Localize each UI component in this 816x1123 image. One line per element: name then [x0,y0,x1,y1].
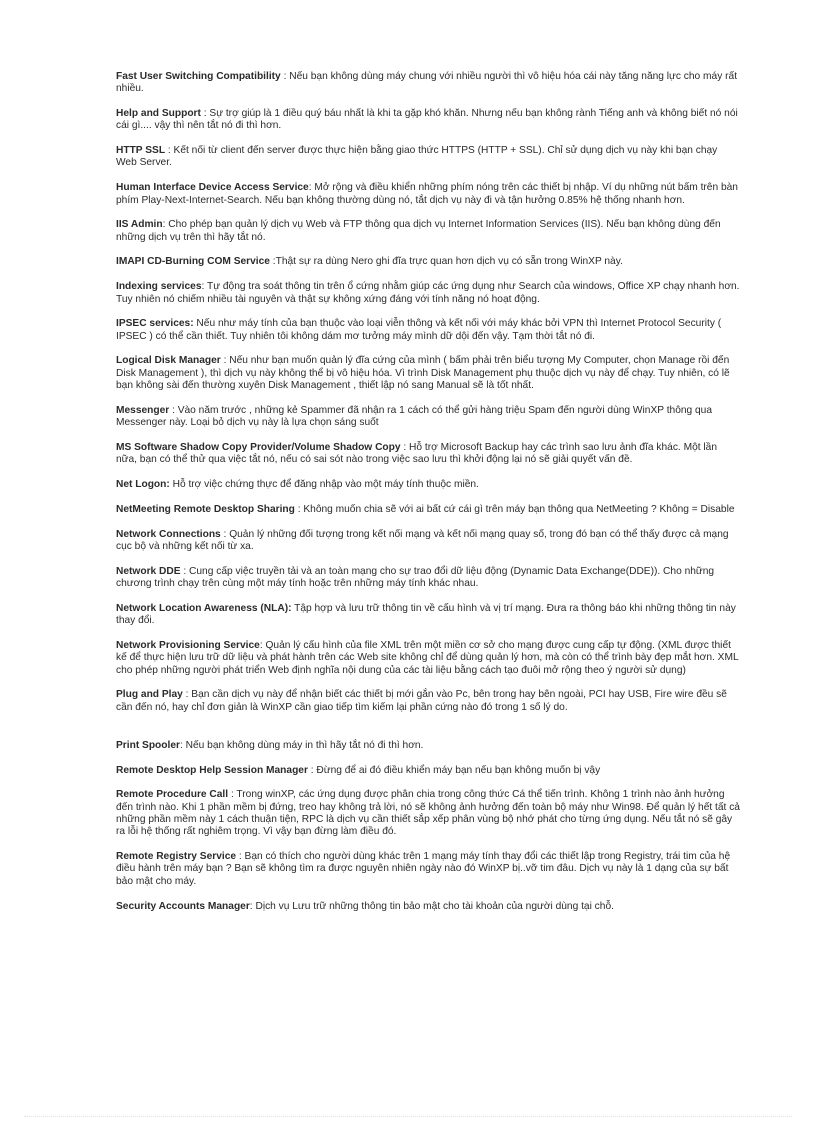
entry-desc: : Sự trợ giúp là 1 điều quý báu nhất là khi ta gặp khó khăn. Nhưng nếu bạn không rành Tiếng anh và không biết nó nói cái gì.... vậy thì nên tắt nó đi thì hơn. [116,108,738,132]
entry-desc: : Đừng để ai đó điều khiển máy bạn nếu bạn không muốn bị vậy [307,764,601,776]
entry-term: Net Logon: [116,479,170,491]
entry-ms-software-shadow-copy [116,442,740,467]
entry-term: MS Software Shadow Copy Provider/Volume Shadow Copy [116,441,401,453]
entry-term: IPSEC services: [116,318,194,330]
entry-term: Network Provisioning Service [116,639,260,651]
entry-term: IIS Admin [116,219,163,231]
entry-desc: : Vào năm trước , những kẻ Spammer đã nhận ra 1 cách có thể gửi hàng triệu Spam đến người dùng WinXP thông qua Messenger này. Loại bỏ dịch vụ này là lựa chọn sáng suốt [116,404,713,429]
entry-logical-disk-manager [116,355,740,392]
entry-netmeeting-remote-desktop [116,504,740,516]
entry-desc: : Cung cấp việc truyền tải và an toàn mạng cho sự trao đổi dữ liệu động (Dynamic Data Exchange(DDE)). Cho những chương trình chạy trên cùng một máy tính hoặc trên những máy tính khác nhau. [116,565,715,590]
entry-security-accounts-manager [116,901,740,913]
entry-desc: : Quản lý cấu hình của file XML trên một miền cơ sở cho mạng được cung cấp tự động. (XML được thiết kế để thực hiện lưu trữ dữ liệu và phát hành trên các Web site không chỉ để dùng quản lý hơn, mà còn có thể trình bày đẹp mắt hơn. XML cho phép những người phát triển Web định nghĩa nội dung của các tài liệu bằng cách tạo đuôi mở rộng theo ý người sử dụng) [116,639,739,676]
entry-network-connections [116,529,740,554]
entry-desc: : Dịch vụ Lưu trữ những thông tin bảo mật cho tài khoản của người dùng tại chỗ. [249,900,614,912]
entry-desc: Hỗ trợ việc chứng thực để đăng nhập vào một máy tính thuộc miền. [169,479,479,491]
entry-desc: : Bạn có thích cho người dùng khác trên 1 mạng máy tính thay đổi các thiết lập trong Registry, trái tim của hệ điều hành trên máy bạn ? Bạn sẽ không tìm ra được nguyên nhiên ngày nào đó WinXP bị..vỡ tim đâu. Dịch vụ này là 1 dạng của sự bất bảo mật cho máy. [116,851,731,887]
entry-indexing-services [116,281,740,306]
entry-net-logon [116,479,740,491]
entry-desc: :Thật sự ra dùng Nero ghi đĩa trực quan hơn dịch vụ có sẵn trong WinXP này. [269,256,623,268]
page-bottom-divider [24,1116,792,1117]
entry-desc: Tập hợp và lưu trữ thông tin về cấu hình và vị trí mạng. Đưa ra thông báo khi những thông tin này thay đổi. [116,602,736,627]
entry-fast-user-switching [116,71,740,96]
entry-term: Network DDE [116,565,181,577]
entry-remote-registry-service [116,851,740,888]
entry-term: Network Connections [116,528,221,540]
entry-term: Plug and Play [116,689,183,701]
entry-term: Human Interface Device Access Service [116,182,309,194]
entry-plug-and-play [116,689,740,714]
entry-term: HTTP SSL [116,145,166,157]
entry-term: Help and Support [116,108,201,120]
entry-print-spooler [116,740,740,752]
entry-iis-admin [116,219,740,244]
entry-desc: : Nếu như bạn muốn quản lý đĩa cứng của mình ( bấm phải trên biểu tượng My Computer, chọn Manage rồi đến Disk Management ), thì dịch vụ này không thể bị vô hiệu hóa. Vì trình Disk Management phụ thuộc dịch vụ này để chạy. Tuy nhiên, có lẽ bạn không sài đến thường xuyên Disk Management , thiết lập nó sang Manual sẽ là tốt nhất. [116,355,730,392]
entry-messenger [116,405,740,430]
document-body [116,71,740,925]
entry-remote-procedure-call [116,789,740,838]
entry-desc: : Hỗ trợ Microsoft Backup hay các trình sao lưu ảnh đĩa khác. Một lần nữa, bạn có thể thử qua việc tắt nó, nếu có sai sót nào trong việc sao lưu thì khởi động lại nó sẽ giải quyết vấn đề. [116,441,717,466]
entry-term: Indexing services [116,281,202,293]
entry-imapi-cd-burning [116,256,740,268]
entry-term: NetMeeting Remote Desktop Sharing [116,503,295,515]
entry-term: Security Accounts Manager [116,900,250,912]
entry-desc: : Cho phép bạn quản lý dịch vụ Web và FTP thông qua dịch vụ Internet Information Services (IIS). Nếu bạn không dùng đến những dịch vụ trên thì hãy tắt nó. [116,219,721,243]
entry-term: Logical Disk Manager [116,355,221,367]
entry-desc: : Quản lý những đối tượng trong kết nối mạng và kết nối mạng quay số, trong đó bạn có thể thấy được cả mạng cục bộ và những kết nối từ xa. [116,528,729,552]
entry-desc: : Bạn cần dịch vụ này để nhận biết các thiết bị mới gắn vào Pc, bên trong hay bên ngoài, PCI hay USB, Fire wire đều sẽ cần đến nó, hay chỉ đơn giản là WinXP cần giao tiếp tìm kiếm lại phần cứng nào đó trong 1 số lý do. [116,689,727,713]
entry-human-interface-device [116,182,740,207]
entry-desc: : Nếu bạn không dùng máy chung với nhiều người thì vô hiệu hóa cái này tăng năng lực cho máy rất nhiều. [116,71,738,95]
entry-desc: : Nếu bạn không dùng máy in thì hãy tắt nó đi thì hơn. [179,739,424,751]
entry-desc: : Tự động tra soát thông tin trên ổ cứng nhằm giúp các ứng dụng như Search của windows, Office XP chạy nhanh hơn. Tuy nhiên nó chiếm nhiều tài nguyên và thật sự không xứng đáng với tính năng nó hoạt động. [116,281,740,305]
entry-term: Remote Registry Service [116,851,237,863]
entry-http-ssl [116,145,740,170]
entry-desc: : Trong winXP, các ứng dụng được phân chia trong công thức Cá thể tiến trình. Không 1 trình nào ảnh hưởng đến trình nào. Khi 1 phần mềm bị đứng, treo hay không trả lời, nó sẽ không ảnh hưởng đến toàn bộ máy như Win98. Để quản lý hết tất cả những phần mềm này 1 cách thuận tiện, RPC là dịch vụ cần thiết sắp xếp phân vùng bộ nhớ phát cho từng ứng dụng. Nếu tắt nó sẽ gây ra lỗi hệ thống rất nghiêm trọng. Vì vậy bạn đừng làm điều đó. [116,789,740,838]
entry-network-dde [116,566,740,591]
entry-term: Fast User Switching Compatibility [116,71,281,82]
entry-term: Messenger [116,404,170,416]
entry-network-provisioning [116,640,740,677]
entry-desc: : Kết nối từ client đến server được thực hiện bằng giao thức HTTPS (HTTP + SSL). Chỉ sử dụng dịch vụ này khi bạn chạy Web Server. [116,145,718,169]
entry-term: Remote Desktop Help Session Manager [116,764,308,776]
entry-term: Network Location Awareness (NLA): [116,602,292,614]
entry-term: IMAPI CD-Burning COM Service [116,256,270,268]
entry-ipsec-services [116,318,740,343]
entry-network-location-awareness [116,603,740,628]
entry-term: Print Spooler [116,739,180,751]
entry-remote-desktop-help [116,765,740,777]
entry-term: Remote Procedure Call [116,789,229,801]
entry-help-and-support [116,108,740,133]
entry-desc: : Không muốn chia sẽ với ai bất cứ cái gì trên máy bạn thông qua NetMeeting ? Không = Disable [294,503,735,515]
entry-desc: : Mở rộng và điều khiển những phím nóng trên các thiết bị nhập. Ví dụ những nút bấm trên bàn phím Play-Next-Internet-Search. Nếu bạn không thường dùng nó, tắt dịch vụ này đi và tận hưởng 0.85% hệ thống nhanh hơn. [116,182,738,206]
entry-desc: Nếu như máy tính của bạn thuộc vào loại viễn thông và kết nối với máy khác bởi VPN thì Internet Protocol Security ( IPSEC ) có thể cần thiết. Tuy nhiên tôi không dám mơ tưởng máy mình dữ dội đến vậy. Tạm thời tắt nó đi. [116,318,722,342]
